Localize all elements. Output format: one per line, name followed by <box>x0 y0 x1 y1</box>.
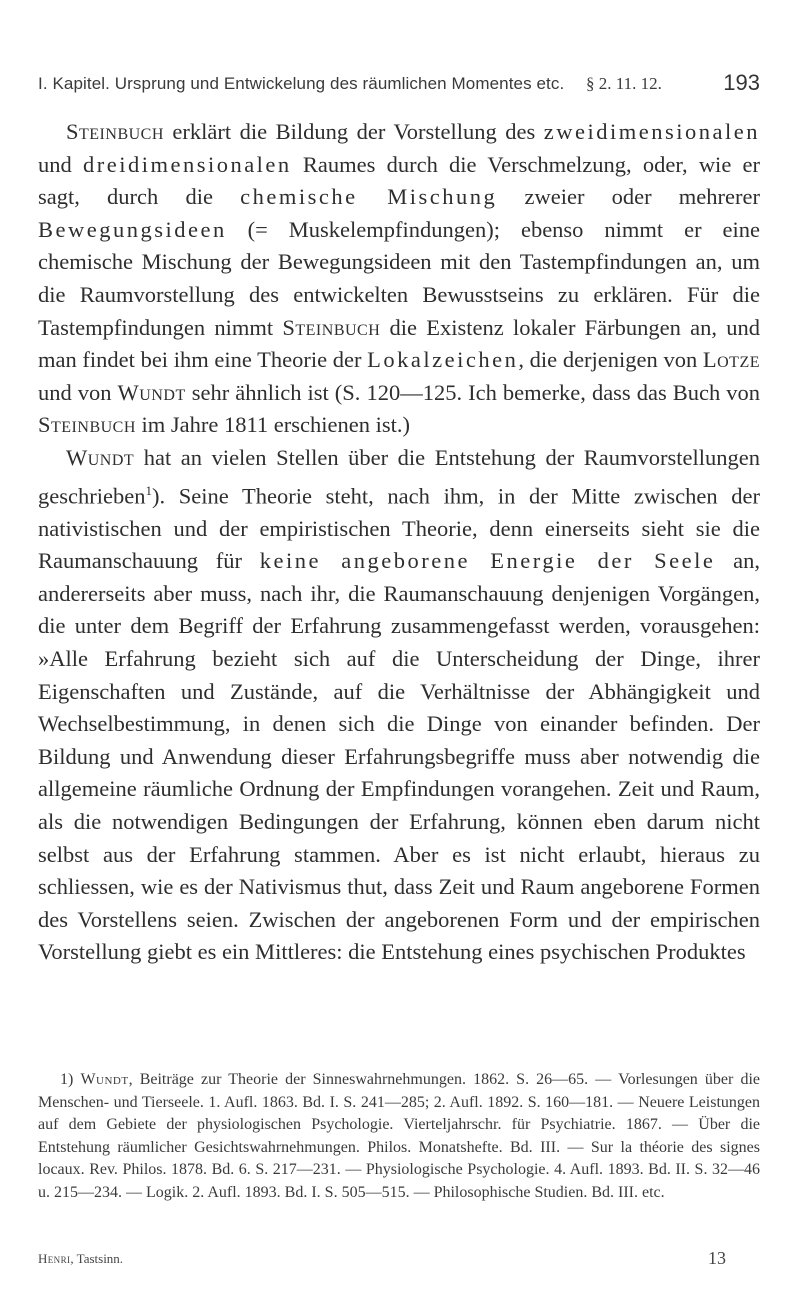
author-name: Steinbuch <box>282 314 381 340</box>
emphasis: dreidimensionalen <box>82 151 292 177</box>
emphasis: Lokalzeichen <box>367 347 519 373</box>
footnotes <box>38 1069 760 1204</box>
sheet-number: 13 <box>708 1248 726 1268</box>
footnote-1 <box>38 1069 760 1204</box>
author-name: Wundt <box>117 379 186 405</box>
author-name: Wundt <box>80 1071 129 1088</box>
chapter-title: I. Kapitel. Ursprung und Entwickelung des räumlichen Momentes etc. <box>38 74 565 93</box>
running-head <box>38 70 760 98</box>
page-number: 193 <box>723 70 760 95</box>
footnote-number: 1) <box>60 1071 74 1088</box>
main-text <box>38 116 760 969</box>
paragraph-steinbuch: Steinbuch erklärt die Bildung der Vorstellung des zweidimensionalen und dreidimensionalen Raumes durch die Verschmelzung, oder, wie er sagt, durch die chemische Mischung zweier oder mehrerer Bewegungsideen (= Muskelempfindungen); ebenso nimmt er eine chemische Mischung der Bewegungsideen mit den Tastempfindungen an, um die Raumvorstellung des entwickelten Bewusstseins zu erklären. Für die Tastempfindungen nimmt Steinbuch die Existenz lokaler Färbungen an, und man findet bei ihm eine Theorie der Lokalzeichen, die derjenigen von Lotze und von Wundt sehr ähnlich ist (S. 120—125. Ich bemerke, dass das Buch von Steinbuch im Jahre 1811 erschienen ist.) <box>38 119 760 438</box>
emphasis: Bewegungsideen <box>38 216 227 242</box>
printer-signature: Henri, Tastsinn. <box>38 1251 124 1266</box>
author-name: Steinbuch <box>66 119 164 144</box>
footnote-marker[interactable]: 1 <box>145 482 152 498</box>
emphasis: chemische Mischung <box>240 184 498 210</box>
author-name: Wundt <box>66 444 135 470</box>
section-reference: § 2. 11. 12. <box>586 74 662 93</box>
author-name: Lotze <box>702 347 760 373</box>
author-name: Steinbuch <box>38 412 136 438</box>
footnote-text: , Beiträge zur Theorie der Sinneswahrnehmungen. 1862. S. 26—65. — Vorlesungen über die Menschen- und Tierseele. 1. Aufl. 1863. Bd. I. S. 241—285; 2. Aufl. 1892. S. 160—181. — Neuere Leistungen auf dem Gebiete der physiologischen Psychologie. Vierteljahrschr. für Psychiatrie. 1867. — Über die Entstehung räumlicher Gesichtswahrnehmungen. Philos. Monatshefte. Bd. III. — Sur la théorie des signes locaux. Rev. Philos. 1878. Bd. 6. S. 217—231. — Physiologische Psychologie. 4. Aufl. 1893. Bd. II. S. 32—46 u. 215—234. — Logik. 2. Aufl. 1893. Bd. I. S. 505—515. — Philosophische Studien. Bd. III. etc. <box>38 1071 760 1201</box>
emphasis: keine angeborene Energie der Seele <box>259 548 716 574</box>
paragraph-wundt: Wundt hat an vielen Stellen über die Entstehung der Raumvorstellungen geschrieben$^1$). Seine Theorie steht, nach ihm, in der Mitte zwischen der nativistischen und der empiristischen Theorie, denn einerseits sieht sie die Raumanschauung für keine angeborene Energie der Seele an, andererseits aber muss, nach ihr, die Raumanschauung denjenigen Vorgängen, die unter dem Begriff der Erfahrung zusammengefasst werden, vorausgehen: »Alle Erfahrung bezieht sich auf die Unterscheidung der Dinge, ihrer Eigenschaften und Zustände, auf die Verhältnisse der Abhängigkeit und Wechselbestimmung, in denen sich die Dinge von einander befinden. Der Bildung und Anwendung dieser Erfahrungsbegriffe muss aber notwendig die allgemeine räumliche Ordnung der Empfindungen vorangehen. Zeit und Raum, als die notwendigen Bedingungen der Erfahrung, können eben darum nicht selbst aus der Erfahrung stammen. Aber es ist nicht erlaubt, hieraus zu schliessen, wie es der Nativismus thut, dass Zeit und Raum angeborene Formen des Vorstellens seien. Zwischen der angeborenen Form und der empirischen Vorstellung giebt es ein Mittleres: die Entstehung eines psychischen Produktes <box>38 444 761 965</box>
emphasis: zweidimensionalen <box>543 119 760 144</box>
